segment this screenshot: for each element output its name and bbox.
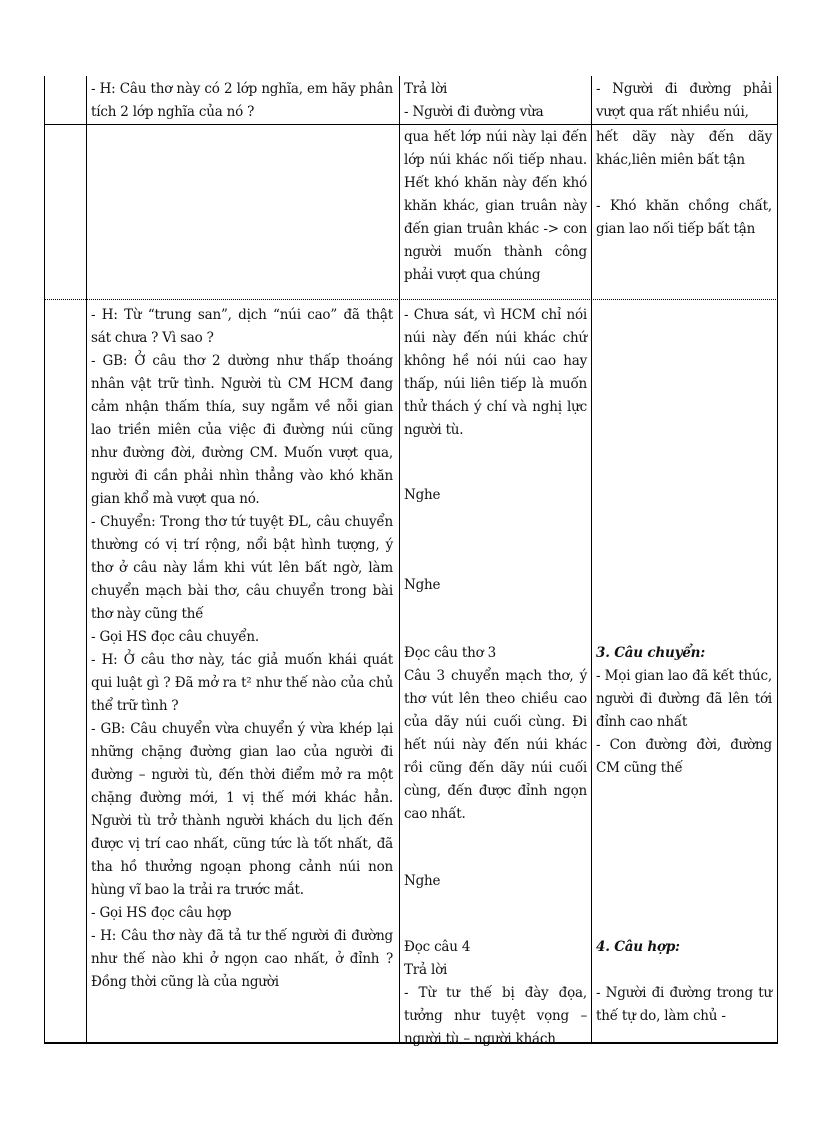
row1-student-line-1: Trả lời bbox=[404, 81, 448, 97]
student-read-line-3: Đọc câu thơ 3 bbox=[404, 645, 496, 661]
notes-cau-chuyen-1: - Mọi gian lao đã kết thúc, người đi đường đã lên tới đỉnh cao nhất bbox=[596, 668, 772, 730]
row3-student-listen-2 bbox=[404, 574, 587, 597]
teacher-question-line-4: - H: Câu thơ này đã tả tư thế người đi đường như thế nào khi ở ngọn cao nhất, ở đỉnh ? Đồng thời cũng là của người bbox=[91, 928, 393, 990]
table-divider-1 bbox=[86, 76, 87, 1044]
student-answer-line-4: - Từ tư thế bị đày đọa, tưởng như tuyệt vọng – người tù – người khách bbox=[404, 985, 587, 1047]
row3-student-answer-4 bbox=[404, 936, 587, 1051]
teacher-transition-note: - Chuyển: Trong thơ tứ tuyệt ĐL, câu chuyển thường có vị trí rộng, nổi bật hình tượng, ý thơ ở câu này lắm khi vút lên bất ngờ, làm chuyển mạch bài thơ, câu chuyển trong bài thơ này cũng thế bbox=[91, 514, 393, 622]
row2-notes-cell bbox=[596, 126, 772, 241]
row1-teacher-cell bbox=[91, 78, 393, 124]
student-reply-line-4: Trả lời bbox=[404, 962, 448, 978]
teacher-call-read-line-4: - Gọi HS đọc câu hợp bbox=[91, 905, 232, 921]
row2-student-cell bbox=[404, 126, 587, 287]
teacher-lecture-line-2: - GB: Ở câu thơ 2 dường như thấp thoáng nhân vật trữ tình. Người tù CM HCM đang cảm nhận thấm thía, suy ngẫm về nỗi gian lao triền miên của việc đi đường núi cũng như đường đời, đường CM. Muốn vượt qua, người đi cần phải nhìn thẳng vào khó khăn gian khổ mà vượt qua nó. bbox=[91, 353, 393, 507]
teacher-question-line-3: - H: Ở câu thơ này, tác giả muốn khái quát qui luật gì ? Đã mở ra t² như thế nào của chủ thể trữ tình ? bbox=[91, 652, 393, 714]
student-listen-2: Nghe bbox=[404, 577, 441, 593]
row3-student-answer-1 bbox=[404, 304, 587, 442]
row1-teacher-text: - H: Câu thơ này có 2 lớp nghĩa, em hãy phân tích 2 lớp nghĩa của nó ? bbox=[91, 81, 393, 120]
row1-notes-text: - Người đi đường phải vượt qua rất nhiều núi, bbox=[596, 81, 772, 120]
notes-heading-cau-hop: 4. Câu hợp: bbox=[596, 939, 680, 955]
table-divider-2 bbox=[399, 76, 400, 1044]
table-border-left bbox=[44, 76, 45, 1044]
row1-student-line-2: - Người đi đường vừa bbox=[404, 104, 544, 120]
student-listen-1: Nghe bbox=[404, 487, 441, 503]
row3-student-listen-3 bbox=[404, 870, 587, 893]
row1-notes-cell bbox=[596, 78, 772, 124]
row3-student-listen-1 bbox=[404, 484, 587, 507]
student-answer-line-3: Câu 3 chuyển mạch thơ, ý thơ vút lên theo chiều cao của dãy núi cuối cùng. Đi hết núi này đến núi khác rồi cũng đến dãy núi cuối cùng, đến được đỉnh ngọn cao nhất. bbox=[404, 668, 587, 822]
row-separator-2 bbox=[44, 299, 778, 300]
teacher-call-read-line-3: - Gọi HS đọc câu chuyển. bbox=[91, 629, 259, 645]
row3-student-answer-3 bbox=[404, 642, 587, 826]
row3-teacher-cell bbox=[91, 304, 393, 994]
row2-student-text: qua hết lớp núi này lại đến lớp núi khác nối tiếp nhau. Hết khó khăn này đến khó khăn khác, gian truân này đến gian truân khác -> con người muốn thành công phải vượt qua chúng bbox=[404, 129, 587, 283]
table-divider-3 bbox=[591, 76, 592, 1044]
notes-cau-hop-1: - Người đi đường trong tư thế tự do, làm chủ - bbox=[596, 985, 772, 1024]
teacher-lecture-line-3: - GB: Câu chuyển vừa chuyển ý vừa khép lại những chặng đường gian lao của người đi đường – người tù, đến thời điểm mở ra một chặng đường mới, 1 vị thế mới khác hẳn. Người tù trở thành người khách du lịch đến được vị trí cao nhất, cũng tức là tốt nhất, đã tha hồ thưởng ngoạn phong cảnh núi non hùng vĩ bao la trải ra trước mắt. bbox=[91, 721, 393, 898]
notes-cau-chuyen-2: - Con đường đời, đường CM cũng thế bbox=[596, 737, 772, 776]
notes-heading-cau-chuyen: 3. Câu chuyển: bbox=[596, 645, 706, 661]
row1-student-cell bbox=[404, 78, 587, 124]
row2-notes-text-1: hết dãy này đến dãy khác,liên miên bất tận bbox=[596, 129, 772, 168]
table-border-right bbox=[777, 76, 778, 1044]
row2-notes-text-2: - Khó khăn chồng chất, gian lao nối tiếp bất tận bbox=[596, 198, 772, 237]
row-separator-1 bbox=[44, 124, 778, 125]
teacher-question-trung-san: - H: Từ “trung san”, dịch “núi cao” đã thật sát chưa ? Vì sao ? bbox=[91, 307, 393, 346]
row3-notes-section-3 bbox=[596, 642, 772, 780]
student-answer-trung-san: - Chưa sát, vì HCM chỉ nói núi này đến núi khác chứ không hề nói núi cao hay thấp, núi liên tiếp là muốn thử thách ý chí và nghị lực người tù. bbox=[404, 307, 587, 438]
student-listen-3: Nghe bbox=[404, 873, 441, 889]
row3-notes-section-4 bbox=[596, 936, 772, 1028]
student-read-line-4: Đọc câu 4 bbox=[404, 939, 471, 955]
